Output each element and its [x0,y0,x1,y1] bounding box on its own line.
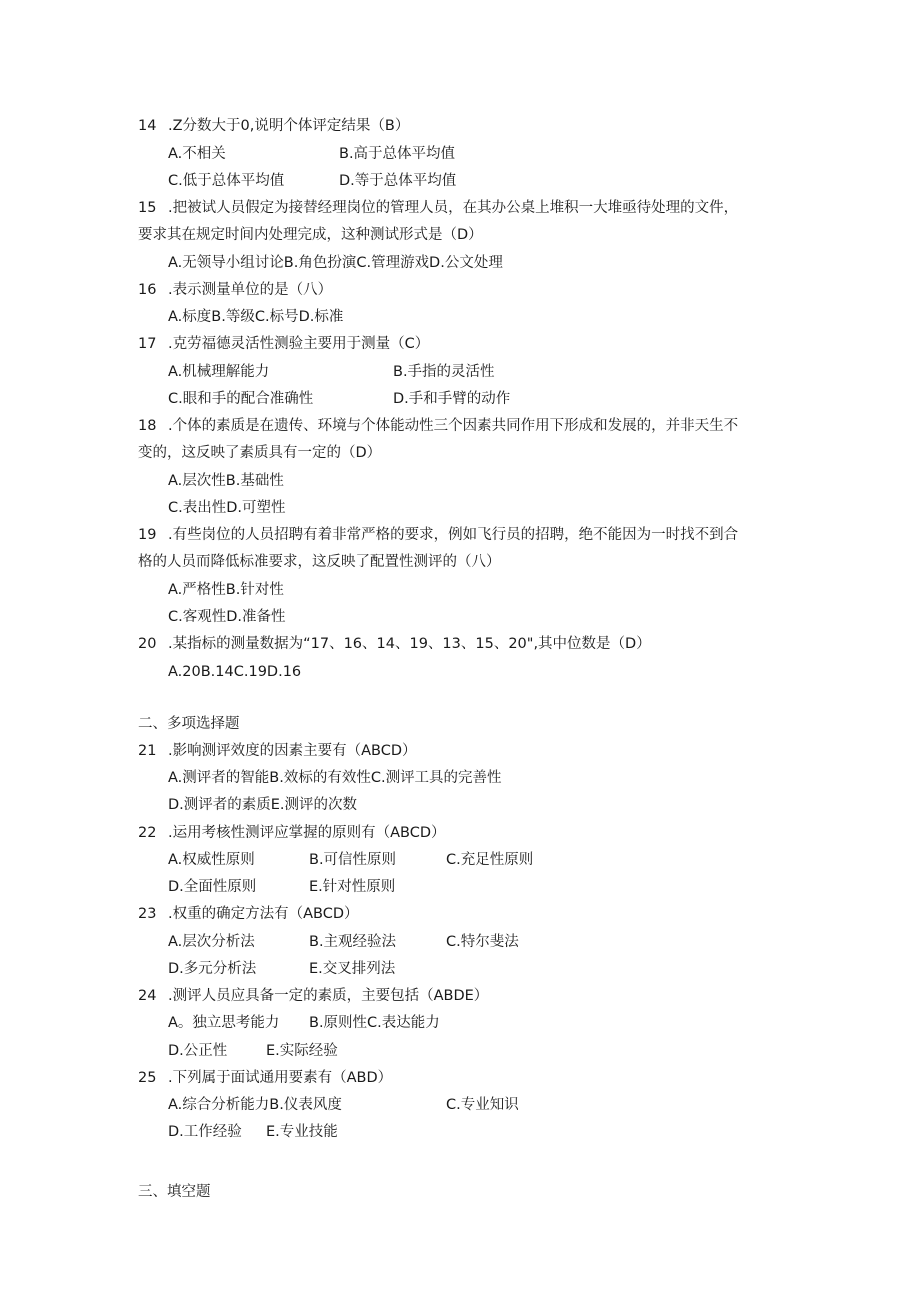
option: A.标度B.等级C.标号D.标准 [168,309,344,325]
question-number: 22 [138,825,157,841]
question-21 [138,741,417,761]
section-title: 二、多项选择题 [138,716,240,732]
question-number: 19 [138,527,157,543]
option: C.专业知识 [446,1097,519,1113]
option: B.可信性原则 [309,852,397,868]
option: C.眼和手的配合准确性 [168,391,314,407]
question-stem: .影响测评效度的因素主要有（ABCD） [168,743,417,759]
question-stem: .下列属于面试通用要素有（ABD） [168,1070,393,1086]
question-stem: .克劳福德灵活性测验主要用于测量（C） [168,336,430,352]
section-title: 三、填空题 [138,1184,211,1200]
option: A.权威性原则 [168,852,255,868]
option: D.多元分析法 [168,961,257,977]
option: D.等于总体平均值 [339,173,457,189]
question-stem-continued: 要求其在规定时间内处理完成，这种测试形式是（D） [138,227,483,243]
question-number: 14 [138,118,157,134]
question-stem: .测评人员应具备一定的素质，主要包括（ABDE） [168,988,489,1004]
option: D.手和手臂的动作 [393,391,511,407]
option: C.充足性原则 [446,852,534,868]
option: A.测评者的智能B.效标的有效性C.测评工具的完善性 [168,770,502,786]
question-24 [138,986,488,1006]
question-stem: .表示测量单位的是（八） [168,282,333,298]
question-stem: .把被试人员假定为接替经理岗位的管理人员，在其办公桌上堆积一大堆亟待处理的文件， [168,200,739,216]
option: A.无领导小组讨论B.角色扮演C.管理游戏D.公文处理 [168,255,503,271]
option: A。独立思考能力 [168,1015,280,1031]
option: D.测评者的素质E.测评的次数 [168,797,358,813]
question-stem: .个体的素质是在遗传、环境与个体能动性三个因素共同作用下形成和发展的，并非天生不 [168,418,739,434]
question-stem: .权重的确定方法有（ABCD） [168,906,359,922]
option: B.高于总体平均值 [339,146,456,162]
option: B.手指的灵活性 [393,364,495,380]
option: A.层次性B.基础性 [168,473,284,489]
question-16 [138,280,332,300]
option: D.公正性 [168,1043,228,1059]
question-stem: .运用考核性测评应掌握的原则有（ABCD） [168,825,446,841]
question-number: 18 [138,418,157,434]
question-number: 21 [138,743,157,759]
question-number: 20 [138,636,157,652]
option: E.实际经验 [266,1043,338,1059]
question-20 [138,634,651,654]
question-17 [138,334,429,354]
option: A.20B.14C.19D.16 [168,664,302,680]
option: A.严格性B.针对性 [168,582,284,598]
question-stem: .某指标的测量数据为“17、16、14、19、13、15、20",其中位数是（D） [168,636,651,652]
option: B.原则性C.表达能力 [309,1015,440,1031]
question-stem-continued: 格的人员而降低标准要求，这反映了配置性测评的（八） [138,554,501,570]
question-23 [138,904,359,924]
option: C.特尔斐法 [446,934,519,950]
option: C.客观性D.准备性 [168,609,286,625]
question-14 [138,116,409,136]
question-19 [138,525,738,545]
option: B.主观经验法 [309,934,397,950]
question-25 [138,1068,392,1088]
question-15 [138,198,738,218]
question-18 [138,416,738,436]
question-stem-continued: 变的，这反映了素质具有一定的（D） [138,445,382,461]
option: E.针对性原则 [309,879,396,895]
question-stem: .有些岗位的人员招聘有着非常严格的要求，例如飞行员的招聘，绝不能因为一时找不到合 [168,527,739,543]
question-number: 15 [138,200,157,216]
question-number: 17 [138,336,157,352]
option: C.低于总体平均值 [168,173,285,189]
question-number: 24 [138,988,157,1004]
question-number: 23 [138,906,157,922]
option: A.机械理解能力 [168,364,270,380]
option: A.综合分析能力B.仪表风度 [168,1097,342,1113]
option: A.不相关 [168,146,226,162]
question-number: 25 [138,1070,157,1086]
option: E.交叉排列法 [309,961,396,977]
option: C.表出性D.可塑性 [168,500,286,516]
option: E.专业技能 [266,1124,338,1140]
option: D.工作经验 [168,1124,242,1140]
question-22 [138,823,446,843]
question-stem: .Z分数大于0,说明个体评定结果（B） [168,118,410,134]
question-number: 16 [138,282,157,298]
option: A.层次分析法 [168,934,255,950]
option: D.全面性原则 [168,879,257,895]
